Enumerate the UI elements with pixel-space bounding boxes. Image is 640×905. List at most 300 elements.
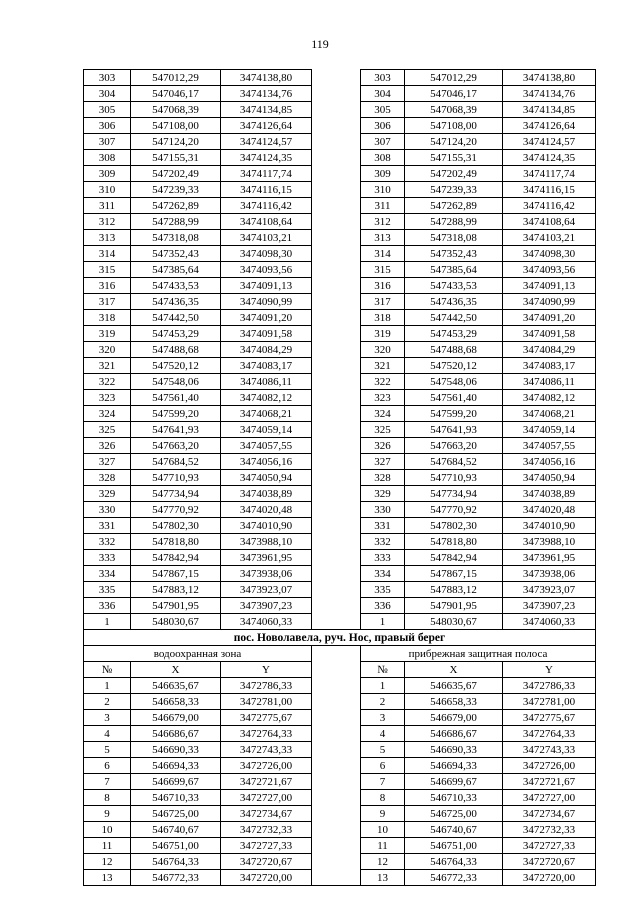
x-coordinate-left: 547883,12 xyxy=(131,582,221,598)
point-number-left: 333 xyxy=(84,550,131,566)
y-coordinate-left: 3474108,64 xyxy=(221,214,312,230)
y-coordinate-left: 3474059,14 xyxy=(221,422,312,438)
y-coordinate-left: 3473923,07 xyxy=(221,582,312,598)
column-gap xyxy=(312,790,361,806)
point-number-left: 11 xyxy=(84,838,131,854)
point-number-right: 305 xyxy=(361,102,405,118)
y-coordinate-right: 3474086,11 xyxy=(503,374,596,390)
table-row xyxy=(84,422,596,438)
column-gap xyxy=(312,150,361,166)
point-number-right: 309 xyxy=(361,166,405,182)
point-number-right: 332 xyxy=(361,534,405,550)
point-number-right: 10 xyxy=(361,822,405,838)
point-number-left: 307 xyxy=(84,134,131,150)
y-coordinate-left: 3473907,23 xyxy=(221,598,312,614)
point-number-right: 331 xyxy=(361,518,405,534)
x-coordinate-left: 547385,64 xyxy=(131,262,221,278)
column-gap xyxy=(312,486,361,502)
x-coordinate-left: 547684,52 xyxy=(131,454,221,470)
table-row xyxy=(84,406,596,422)
x-coordinate-left: 546635,67 xyxy=(131,678,221,694)
point-number-right: 311 xyxy=(361,198,405,214)
x-coordinate-right: 547433,53 xyxy=(405,278,503,294)
x-coordinate-left: 547288,99 xyxy=(131,214,221,230)
point-number-left: 329 xyxy=(84,486,131,502)
x-coordinate-right: 547867,15 xyxy=(405,566,503,582)
x-coordinate-left: 546699,67 xyxy=(131,774,221,790)
x-coordinate-left: 547262,89 xyxy=(131,198,221,214)
point-number-left: 304 xyxy=(84,86,131,102)
column-gap xyxy=(312,70,361,86)
y-coordinate-left: 3474126,64 xyxy=(221,118,312,134)
y-coordinate-left: 3472720,67 xyxy=(221,854,312,870)
point-number-right: 1 xyxy=(361,678,405,694)
y-coordinate-left: 3474060,33 xyxy=(221,614,312,630)
y-coordinate-right: 3474038,89 xyxy=(503,486,596,502)
x-coordinate-left: 546658,33 xyxy=(131,694,221,710)
table-row xyxy=(84,790,596,806)
point-number-left: 3 xyxy=(84,710,131,726)
point-number-left: 325 xyxy=(84,422,131,438)
x-coordinate-right: 546635,67 xyxy=(405,678,503,694)
x-coordinate-left: 547641,93 xyxy=(131,422,221,438)
point-number-right: 310 xyxy=(361,182,405,198)
column-gap xyxy=(312,614,361,630)
x-coordinate-right: 546710,33 xyxy=(405,790,503,806)
point-number-left: 6 xyxy=(84,758,131,774)
x-coordinate-right: 547442,50 xyxy=(405,310,503,326)
point-number-left: 8 xyxy=(84,790,131,806)
table-row xyxy=(84,246,596,262)
table-row xyxy=(84,710,596,726)
header-y-left: Y xyxy=(221,662,312,678)
x-coordinate-right: 547352,43 xyxy=(405,246,503,262)
y-coordinate-left: 3474098,30 xyxy=(221,246,312,262)
x-coordinate-left: 548030,67 xyxy=(131,614,221,630)
x-coordinate-right: 547883,12 xyxy=(405,582,503,598)
column-gap xyxy=(312,342,361,358)
x-coordinate-right: 546751,00 xyxy=(405,838,503,854)
table-row xyxy=(84,534,596,550)
x-coordinate-right: 547684,52 xyxy=(405,454,503,470)
point-number-right: 316 xyxy=(361,278,405,294)
y-coordinate-right: 3472775,67 xyxy=(503,710,596,726)
table-row xyxy=(84,870,596,886)
point-number-right: 320 xyxy=(361,342,405,358)
y-coordinate-left: 3474090,99 xyxy=(221,294,312,310)
column-gap xyxy=(312,166,361,182)
point-number-right: 317 xyxy=(361,294,405,310)
point-number-right: 306 xyxy=(361,118,405,134)
column-gap xyxy=(312,566,361,582)
y-coordinate-right: 3474138,80 xyxy=(503,70,596,86)
column-gap xyxy=(312,374,361,390)
point-number-right: 328 xyxy=(361,470,405,486)
point-number-left: 321 xyxy=(84,358,131,374)
x-coordinate-right: 547068,39 xyxy=(405,102,503,118)
x-coordinate-left: 547561,40 xyxy=(131,390,221,406)
point-number-right: 1 xyxy=(361,614,405,630)
table-row xyxy=(84,742,596,758)
y-coordinate-right: 3472721,67 xyxy=(503,774,596,790)
y-coordinate-left: 3474084,29 xyxy=(221,342,312,358)
x-coordinate-right: 547599,20 xyxy=(405,406,503,422)
x-coordinate-right: 546699,67 xyxy=(405,774,503,790)
point-number-right: 11 xyxy=(361,838,405,854)
table-row xyxy=(84,598,596,614)
column-gap xyxy=(312,758,361,774)
y-coordinate-right: 3472727,00 xyxy=(503,790,596,806)
y-coordinate-right: 3474056,16 xyxy=(503,454,596,470)
y-coordinate-right: 3474010,90 xyxy=(503,518,596,534)
y-coordinate-left: 3474010,90 xyxy=(221,518,312,534)
x-coordinate-right: 547734,94 xyxy=(405,486,503,502)
point-number-left: 332 xyxy=(84,534,131,550)
x-coordinate-right: 547901,95 xyxy=(405,598,503,614)
table-row xyxy=(84,822,596,838)
y-coordinate-left: 3474091,13 xyxy=(221,278,312,294)
table-row xyxy=(84,678,596,694)
point-number-left: 335 xyxy=(84,582,131,598)
column-gap xyxy=(312,838,361,854)
point-number-right: 2 xyxy=(361,694,405,710)
x-coordinate-left: 547842,94 xyxy=(131,550,221,566)
x-coordinate-right: 547453,29 xyxy=(405,326,503,342)
y-coordinate-right: 3474091,13 xyxy=(503,278,596,294)
y-coordinate-left: 3474138,80 xyxy=(221,70,312,86)
x-coordinate-right: 547818,80 xyxy=(405,534,503,550)
top-rows xyxy=(84,70,596,630)
table-row xyxy=(84,726,596,742)
table-row xyxy=(84,838,596,854)
y-coordinate-right: 3474059,14 xyxy=(503,422,596,438)
point-number-left: 327 xyxy=(84,454,131,470)
y-coordinate-left: 3474134,85 xyxy=(221,102,312,118)
x-coordinate-right: 547520,12 xyxy=(405,358,503,374)
y-coordinate-left: 3472726,00 xyxy=(221,758,312,774)
point-number-left: 331 xyxy=(84,518,131,534)
y-coordinate-right: 3472764,33 xyxy=(503,726,596,742)
table-row xyxy=(84,102,596,118)
x-coordinate-left: 547108,00 xyxy=(131,118,221,134)
point-number-left: 309 xyxy=(84,166,131,182)
x-coordinate-left: 546690,33 xyxy=(131,742,221,758)
column-gap xyxy=(312,870,361,886)
y-coordinate-left: 3474091,58 xyxy=(221,326,312,342)
column-gap xyxy=(312,502,361,518)
x-coordinate-left: 546751,00 xyxy=(131,838,221,854)
column-gap xyxy=(312,582,361,598)
y-coordinate-left: 3472727,33 xyxy=(221,838,312,854)
point-number-right: 319 xyxy=(361,326,405,342)
table-row xyxy=(84,454,596,470)
column-gap xyxy=(312,470,361,486)
y-coordinate-right: 3474057,55 xyxy=(503,438,596,454)
point-number-left: 320 xyxy=(84,342,131,358)
column-gap xyxy=(312,358,361,374)
table-row xyxy=(84,262,596,278)
x-coordinate-left: 546679,00 xyxy=(131,710,221,726)
y-coordinate-right: 3473938,06 xyxy=(503,566,596,582)
point-number-right: 308 xyxy=(361,150,405,166)
column-gap xyxy=(312,598,361,614)
point-number-left: 330 xyxy=(84,502,131,518)
column-gap xyxy=(312,102,361,118)
point-number-left: 311 xyxy=(84,198,131,214)
column-gap xyxy=(312,854,361,870)
x-coordinate-right: 547561,40 xyxy=(405,390,503,406)
table-row xyxy=(84,854,596,870)
y-coordinate-left: 3474116,15 xyxy=(221,182,312,198)
point-number-left: 303 xyxy=(84,70,131,86)
table-row xyxy=(84,230,596,246)
x-coordinate-right: 546694,33 xyxy=(405,758,503,774)
point-number-left: 324 xyxy=(84,406,131,422)
table-row xyxy=(84,438,596,454)
point-number-left: 13 xyxy=(84,870,131,886)
table-row xyxy=(84,470,596,486)
y-coordinate-right: 3472786,33 xyxy=(503,678,596,694)
x-coordinate-right: 547202,49 xyxy=(405,166,503,182)
point-number-right: 314 xyxy=(361,246,405,262)
point-number-left: 1 xyxy=(84,678,131,694)
x-coordinate-left: 547818,80 xyxy=(131,534,221,550)
x-coordinate-right: 547046,17 xyxy=(405,86,503,102)
column-gap xyxy=(312,806,361,822)
x-coordinate-right: 547012,29 xyxy=(405,70,503,86)
x-coordinate-left: 546725,00 xyxy=(131,806,221,822)
y-coordinate-left: 3474056,16 xyxy=(221,454,312,470)
y-coordinate-right: 3474103,21 xyxy=(503,230,596,246)
column-gap xyxy=(312,742,361,758)
point-number-left: 319 xyxy=(84,326,131,342)
y-coordinate-left: 3472786,33 xyxy=(221,678,312,694)
y-coordinate-right: 3473907,23 xyxy=(503,598,596,614)
x-coordinate-right: 547436,35 xyxy=(405,294,503,310)
table-row xyxy=(84,774,596,790)
point-number-left: 334 xyxy=(84,566,131,582)
point-number-right: 304 xyxy=(361,86,405,102)
y-coordinate-left: 3474068,21 xyxy=(221,406,312,422)
x-coordinate-left: 547710,93 xyxy=(131,470,221,486)
x-coordinate-left: 547599,20 xyxy=(131,406,221,422)
column-gap xyxy=(312,294,361,310)
point-number-right: 12 xyxy=(361,854,405,870)
y-coordinate-left: 3473988,10 xyxy=(221,534,312,550)
point-number-left: 326 xyxy=(84,438,131,454)
table-row xyxy=(84,614,596,630)
y-coordinate-right: 3472743,33 xyxy=(503,742,596,758)
x-coordinate-right: 547488,68 xyxy=(405,342,503,358)
y-coordinate-left: 3472732,33 xyxy=(221,822,312,838)
table-row xyxy=(84,374,596,390)
x-coordinate-right: 547663,20 xyxy=(405,438,503,454)
point-number-left: 316 xyxy=(84,278,131,294)
y-coordinate-right: 3474090,99 xyxy=(503,294,596,310)
column-gap xyxy=(312,214,361,230)
y-coordinate-right: 3472734,67 xyxy=(503,806,596,822)
column-gap xyxy=(312,246,361,262)
x-coordinate-right: 547239,33 xyxy=(405,182,503,198)
y-coordinate-right: 3473923,07 xyxy=(503,582,596,598)
column-gap xyxy=(312,678,361,694)
column-gap xyxy=(312,454,361,470)
y-coordinate-right: 3472726,00 xyxy=(503,758,596,774)
bottom-rows xyxy=(84,678,596,886)
x-coordinate-left: 547436,35 xyxy=(131,294,221,310)
x-coordinate-right: 547770,92 xyxy=(405,502,503,518)
header-x-right: X xyxy=(405,662,503,678)
y-coordinate-left: 3474057,55 xyxy=(221,438,312,454)
x-coordinate-right: 548030,67 xyxy=(405,614,503,630)
y-coordinate-right: 3474124,35 xyxy=(503,150,596,166)
x-coordinate-left: 547520,12 xyxy=(131,358,221,374)
x-coordinate-left: 547068,39 xyxy=(131,102,221,118)
y-coordinate-right: 3472720,67 xyxy=(503,854,596,870)
x-coordinate-right: 547548,06 xyxy=(405,374,503,390)
x-coordinate-right: 546725,00 xyxy=(405,806,503,822)
point-number-left: 310 xyxy=(84,182,131,198)
y-coordinate-left: 3473961,95 xyxy=(221,550,312,566)
point-number-left: 322 xyxy=(84,374,131,390)
point-number-right: 326 xyxy=(361,438,405,454)
table-row xyxy=(84,582,596,598)
point-number-left: 323 xyxy=(84,390,131,406)
x-coordinate-left: 547239,33 xyxy=(131,182,221,198)
y-coordinate-left: 3472734,67 xyxy=(221,806,312,822)
x-coordinate-left: 547901,95 xyxy=(131,598,221,614)
x-coordinate-right: 546772,33 xyxy=(405,870,503,886)
y-coordinate-left: 3472764,33 xyxy=(221,726,312,742)
column-gap xyxy=(312,550,361,566)
point-number-left: 308 xyxy=(84,150,131,166)
x-coordinate-left: 546694,33 xyxy=(131,758,221,774)
point-number-left: 328 xyxy=(84,470,131,486)
y-coordinate-right: 3474060,33 xyxy=(503,614,596,630)
column-gap xyxy=(312,230,361,246)
y-coordinate-right: 3474050,94 xyxy=(503,470,596,486)
coordinates-table xyxy=(83,69,596,886)
y-coordinate-left: 3474117,74 xyxy=(221,166,312,182)
table-row xyxy=(84,566,596,582)
x-coordinate-left: 547802,30 xyxy=(131,518,221,534)
x-coordinate-left: 546710,33 xyxy=(131,790,221,806)
y-coordinate-right: 3473988,10 xyxy=(503,534,596,550)
y-coordinate-right: 3474091,20 xyxy=(503,310,596,326)
y-coordinate-right: 3474124,57 xyxy=(503,134,596,150)
table-row xyxy=(84,134,596,150)
x-coordinate-right: 546764,33 xyxy=(405,854,503,870)
x-coordinate-right: 547155,31 xyxy=(405,150,503,166)
column-gap xyxy=(312,86,361,102)
point-number-left: 10 xyxy=(84,822,131,838)
x-coordinate-left: 547433,53 xyxy=(131,278,221,294)
header-num-right: № xyxy=(361,662,405,678)
x-coordinate-right: 546686,67 xyxy=(405,726,503,742)
y-coordinate-left: 3472781,00 xyxy=(221,694,312,710)
table-row xyxy=(84,86,596,102)
x-coordinate-left: 546772,33 xyxy=(131,870,221,886)
x-coordinate-left: 547770,92 xyxy=(131,502,221,518)
x-coordinate-right: 547124,20 xyxy=(405,134,503,150)
table-row xyxy=(84,326,596,342)
y-coordinate-left: 3474116,42 xyxy=(221,198,312,214)
point-number-left: 318 xyxy=(84,310,131,326)
x-coordinate-left: 547548,06 xyxy=(131,374,221,390)
point-number-left: 312 xyxy=(84,214,131,230)
y-coordinate-right: 3472720,00 xyxy=(503,870,596,886)
table-row xyxy=(84,502,596,518)
y-coordinate-left: 3474103,21 xyxy=(221,230,312,246)
point-number-right: 13 xyxy=(361,870,405,886)
y-coordinate-right: 3474134,76 xyxy=(503,86,596,102)
y-coordinate-left: 3472743,33 xyxy=(221,742,312,758)
point-number-right: 303 xyxy=(361,70,405,86)
y-coordinate-right: 3474116,15 xyxy=(503,182,596,198)
column-gap xyxy=(312,694,361,710)
x-coordinate-left: 547155,31 xyxy=(131,150,221,166)
point-number-left: 317 xyxy=(84,294,131,310)
table-row xyxy=(84,390,596,406)
column-gap xyxy=(312,518,361,534)
x-coordinate-right: 546690,33 xyxy=(405,742,503,758)
point-number-left: 305 xyxy=(84,102,131,118)
y-coordinate-right: 3474084,29 xyxy=(503,342,596,358)
table-row xyxy=(84,806,596,822)
table-row xyxy=(84,166,596,182)
column-gap xyxy=(312,646,361,662)
y-coordinate-left: 3474050,94 xyxy=(221,470,312,486)
x-coordinate-right: 547641,93 xyxy=(405,422,503,438)
x-coordinate-right: 547262,89 xyxy=(405,198,503,214)
right-zone-label: прибрежная защитная полоса xyxy=(361,646,596,662)
column-gap xyxy=(312,726,361,742)
table-row xyxy=(84,150,596,166)
y-coordinate-right: 3473961,95 xyxy=(503,550,596,566)
table-row xyxy=(84,342,596,358)
table-row xyxy=(84,550,596,566)
x-coordinate-left: 546740,67 xyxy=(131,822,221,838)
x-coordinate-right: 546658,33 xyxy=(405,694,503,710)
point-number-right: 312 xyxy=(361,214,405,230)
column-gap xyxy=(312,262,361,278)
x-coordinate-left: 546764,33 xyxy=(131,854,221,870)
section-header xyxy=(84,630,596,678)
column-gap xyxy=(312,390,361,406)
point-number-right: 321 xyxy=(361,358,405,374)
point-number-right: 329 xyxy=(361,486,405,502)
header-x-left: X xyxy=(131,662,221,678)
x-coordinate-left: 547318,08 xyxy=(131,230,221,246)
y-coordinate-left: 3474083,17 xyxy=(221,358,312,374)
y-coordinate-right: 3474082,12 xyxy=(503,390,596,406)
point-number-right: 3 xyxy=(361,710,405,726)
point-number-left: 4 xyxy=(84,726,131,742)
y-coordinate-left: 3474093,56 xyxy=(221,262,312,278)
column-gap xyxy=(312,710,361,726)
table-row xyxy=(84,214,596,230)
column-gap xyxy=(312,422,361,438)
column-gap xyxy=(312,310,361,326)
point-number-right: 333 xyxy=(361,550,405,566)
point-number-left: 306 xyxy=(84,118,131,134)
x-coordinate-left: 547663,20 xyxy=(131,438,221,454)
point-number-left: 12 xyxy=(84,854,131,870)
point-number-right: 7 xyxy=(361,774,405,790)
column-gap xyxy=(312,278,361,294)
table-row xyxy=(84,358,596,374)
table-row xyxy=(84,694,596,710)
